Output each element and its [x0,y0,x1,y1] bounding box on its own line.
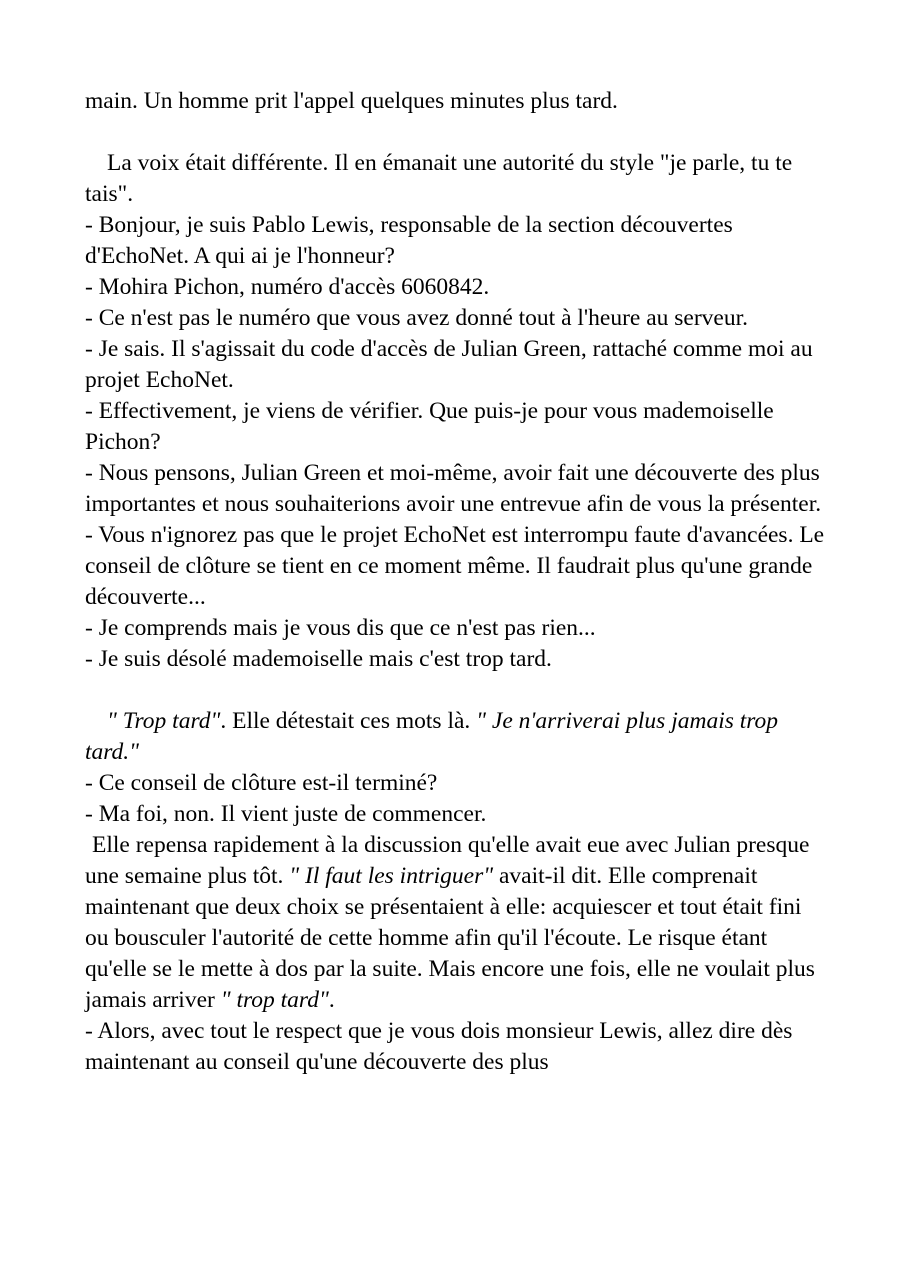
blank-line [85,675,825,706]
paragraph: - Je sais. Il s'agissait du code d'accès de Julian Green, rattaché comme moi au projet EchoNet. [85,336,819,393]
document-text-body [85,86,830,1078]
blank-line [85,117,825,148]
paragraph: - Alors, avec tout le respect que je vous dois monsieur Lewis, allez dire dès maintenant au conseil qu'une découverte des plus [85,1018,799,1075]
italic-run: " trop tard" [220,987,329,1013]
text-run: Elle repensa rapidement à la discussion qu'elle avait eue avec Julian presque une semaine plus tôt. [85,832,816,889]
paragraph: - Je suis désolé mademoiselle mais c'est trop tard. [85,646,552,672]
paragraph: - Effectivement, je viens de vérifier. Que puis-je pour vous mademoiselle Pichon? [85,398,780,455]
paragraph: main. Un homme prit l'appel quelques minutes plus tard. [85,88,618,114]
paragraph: - Nous pensons, Julian Green et moi-même, avoir fait une découverte des plus importantes et nous souhaiterions avoir une entrevue afin de vous la présenter. [85,460,826,517]
paragraph: - Mohira Pichon, numéro d'accès 6060842. [85,274,490,300]
paragraph: - Vous n'ignorez pas que le projet EchoNet est interrompu faute d'avancées. Le conseil de clôture se tient en ce moment même. Il faudrait plus qu'une grande découverte... [85,522,830,610]
text-run: . Elle détestait ces mots là. [220,708,477,734]
paragraph [85,830,825,1016]
paragraph: - Je comprends mais je vous dis que ce n'est pas rien... [85,615,596,641]
paragraph: - Ce n'est pas le numéro que vous avez donné tout à l'heure au serveur. [85,305,748,331]
italic-run: " Il faut les intriguer" [289,863,494,889]
italic-run: " Trop tard" [107,708,221,734]
text-run: . [328,987,335,1013]
paragraph [85,706,825,768]
paragraph: La voix était différente. Il en émanait une autorité du style "je parle, tu te tais". [85,150,799,207]
paragraph: - Bonjour, je suis Pablo Lewis, responsable de la section découvertes d'EchoNet. A qui ai je l'honneur? [85,212,739,269]
paragraph: - Ce conseil de clôture est-il terminé? [85,770,438,796]
text-run: avait-il dit. Elle comprenait maintenant que deux choix se présentaient à elle: acquiescer et tout était fini ou bousculer l'autorité de cette homme afin qu'il l'écoute. Le risque étant qu'elle se le mette à dos par la suite. Mais encore une fois, elle ne voulait plus jamais arriver [85,863,821,1013]
italic-run: " Je n'arriverai plus jamais trop tard." [85,708,784,765]
paragraph: - Ma foi, non. Il vient juste de commencer. [85,801,487,827]
